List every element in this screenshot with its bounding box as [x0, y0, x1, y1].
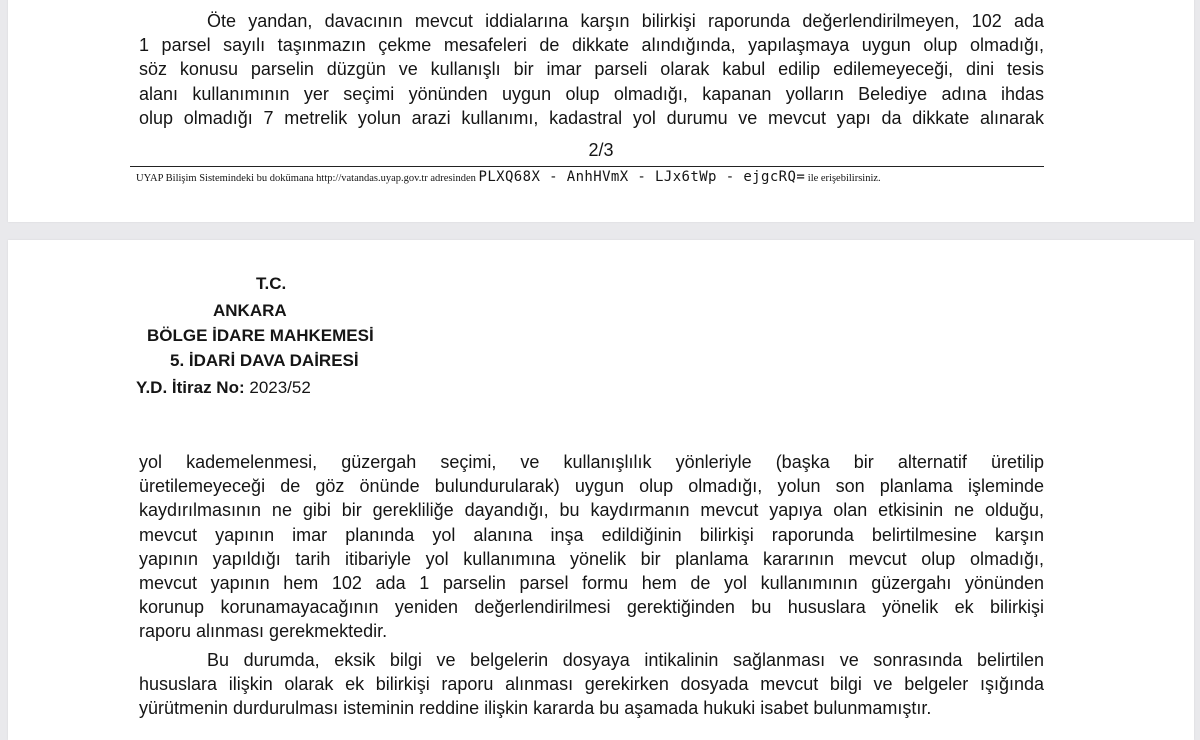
page-number: 2/3	[588, 140, 614, 160]
paragraph-line: mevcut yapının hem 102 ada 1 parselin parsel formu hem de yol kullanımının güzergahı yönünden	[139, 573, 1044, 594]
header-court: BÖLGE İDARE MAHKEMESİ	[147, 326, 374, 345]
body-paragraph	[139, 450, 1044, 644]
itiraz-label: Y.D. İtiraz No:	[136, 378, 245, 397]
document-page-2	[8, 0, 1194, 222]
paragraph-line: alanı kullanımının yer seçimi yönünden uygun olup olmadığı, kapanan yolların Belediye adına ihdas	[139, 83, 1044, 104]
paragraph-line: mevcut yapının imar planında yol alanına inşa edildiğinin bilirkişi raporunda belirtilmesine karşın	[139, 524, 1044, 545]
footer-prefix: UYAP Bilişim Sistemindeki bu dokümana http://vatandas.uyap.gov.tr adresinden	[136, 173, 476, 184]
body-paragraph	[139, 9, 1044, 130]
uyap-footer	[136, 169, 1046, 185]
paragraph-line: Bu durumda, eksik bilgi ve belgelerin dosyaya intikalinin sağlanması ve sonrasında belirtilen	[207, 650, 1044, 670]
paragraph-line: olup olmadığı 7 metrelik yolun arazi kullanımı, kadastral yol durumu ve mevcut yapı da dikkate alınarak	[139, 107, 1044, 128]
body-paragraph	[139, 648, 1044, 721]
header-case-number	[136, 378, 311, 398]
header-city: ANKARA	[213, 301, 287, 320]
paragraph-line: yürütmenin durdurulması isteminin reddine ilişkin kararda bu aşamada hukuki isabet bulunmamıştır.	[139, 698, 932, 719]
paragraph-line: korunup korunamayacağının yeniden değerlendirilmesi gerektiğinden bu hususlara yönelik ek bilirkişi	[139, 597, 1044, 618]
document-page-3	[8, 240, 1194, 740]
paragraph-line: yol kademelenmesi, güzergah seçimi, ve kullanışlılık yönleriyle (başka bir alternatif üretilip	[139, 452, 1044, 472]
paragraph-line: kaydırılmasının ne gibi bir gerekliliğe dayandığı, bu kaydırmanın mevcut yapıya olan etkisinin ne olduğu,	[139, 500, 1044, 521]
itiraz-value: 2023/52	[249, 378, 311, 397]
footer-divider	[130, 166, 1044, 167]
paragraph-line: Öte yandan, davacının mevcut iddialarına karşın bilirkişi raporunda değerlendirilmeyen, 102 ada	[207, 11, 1044, 31]
paragraph-line: hususlara ilişkin olarak ek bilirkişi raporu alınması gerekirken dosyada mevcut bilgi ve belgeler ışığında	[139, 674, 1044, 695]
footer-suffix: ile erişebilirsiniz.	[807, 173, 881, 184]
paragraph-line: 1 parsel sayılı taşınmazın çekme mesafeleri de dikkate alındığında, yapılaşmaya uygun olup olmadığı,	[139, 35, 1044, 56]
paragraph-line: raporu alınması gerekmektedir.	[139, 621, 388, 642]
paragraph-line: yapının yapıldığı tarih itibariyle yol kullanımına yönelik bir planlama kararının mevcut olup olmadığı,	[139, 548, 1044, 569]
paragraph-line: üretilemeyeceği de göz önünde bulundurularak) uygun olup olmadığı, yolun son planlama işleminde	[139, 476, 1044, 497]
verification-code: PLXQ68X - AnhHVmX - LJx6tWp - ejgcRQ=	[478, 169, 806, 185]
header-chamber: 5. İDARİ DAVA DAİRESİ	[170, 351, 359, 370]
paragraph-line: söz konusu parselin düzgün ve kullanışlı bir imar parseli olarak kabul edilip edilemeyeceği, dini tesis	[139, 59, 1044, 80]
header-tc: T.C.	[256, 274, 287, 293]
